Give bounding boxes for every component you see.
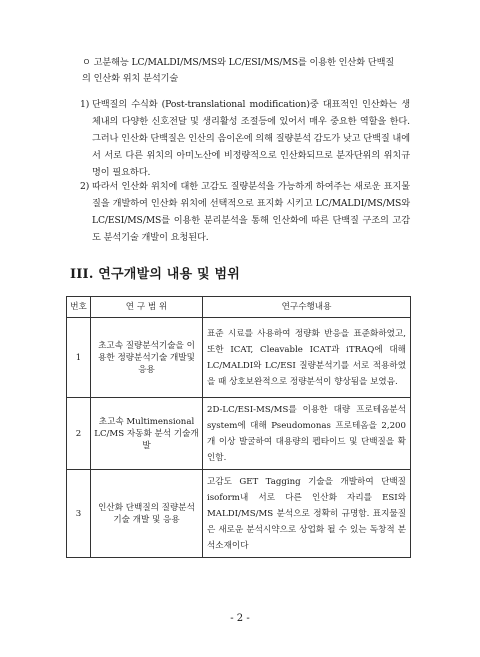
row-number: 1 bbox=[67, 318, 91, 398]
row-scope: 초고속 Multimensional LC/MS 자동화 분석 기술개발 bbox=[91, 398, 203, 470]
list-item-text: 단백질의 수식화 (Post-translational modification)중 대표적인 인산화는 생체내의 다양한 신호전달 및 생리활성 조절등에 있어서 매우 중요한 역할을 한다. 그러나 인산화 단백질은 인산의 음이온에 의해 질량분석 감도가 낮고 단백질 내에서 서로 다른 위치의 아미노산에 비정량적으로 인산화되므로 분자단위의 위치규명이 필요하다. bbox=[92, 99, 410, 178]
table-row bbox=[67, 470, 411, 558]
intro-paragraph: ㅇ 고분해능 LC/MALDI/MS/MS와 LC/ESI/MS/MS를 이용한 인산화 단백질의 인산화 위치 분석기술 bbox=[82, 57, 395, 84]
research-scope-table bbox=[66, 296, 411, 558]
list-item-2 bbox=[80, 178, 410, 246]
row-scope: 초고속 질량분석기술을 이용한 정량분석기술 개발및 응용 bbox=[91, 318, 203, 398]
table-row bbox=[67, 398, 411, 470]
row-number: 2 bbox=[67, 398, 91, 470]
list-item-1 bbox=[80, 96, 410, 181]
row-number: 3 bbox=[67, 470, 91, 558]
page-number: - 2 - bbox=[230, 613, 250, 624]
list-item-text: 따라서 인산화 위치에 대한 고감도 질량분석을 가능하게 하여주는 새로운 표지물질을 개발하여 인산화 위치에 선택적으로 표지화 시키고 LC/MALDI/MS/MS와 LC/ESI/MS/MS를 이용한 분리분석을 통해 인산화에 따른 단백질 구조의 고감도 분석기술 개발이 요청된다. bbox=[92, 181, 410, 243]
header-content: 연구수행내용 bbox=[203, 297, 411, 318]
row-content: 2D-LC/ESI-MS/MS를 이용한 대량 프로테옴분석 system에 대해 Pseudomonas 프로테옴을 2,200개 이상 발굴하여 대용량의 펩타이드 및 단백질을 확인함. bbox=[203, 398, 411, 470]
list-item-number: 2) bbox=[80, 181, 90, 192]
row-content: 고감도 GET Tagging 기술을 개발하여 단백질 isoform내 서로 다른 인산화 자리를 ESI와 MALDI/MS/MS 분석으로 정확히 규명함. 표지물질은 새로운 분석시약으로 상업화 될 수 있는 독창적 분석소재이다 bbox=[203, 470, 411, 558]
header-number: 번호 bbox=[67, 297, 91, 318]
list-item-number: 1) bbox=[80, 99, 90, 110]
row-scope: 인산화 단백질의 질량분석 기술 개발 및 응용 bbox=[91, 470, 203, 558]
table-header-row bbox=[67, 297, 411, 318]
row-content: 표준 시료를 사용하여 정량화 반응을 표준화하였고, 또한 ICAT, Cleavable ICAT과 iTRAQ에 대해 LC/MALDI와 LC/ESI 질량분석기를 서로 적용하였을 때 상호보완적으로 정량분석이 향상됨을 보였음. bbox=[203, 318, 411, 398]
section-heading: III. 연구개발의 내용 및 범위 bbox=[70, 267, 241, 282]
header-scope: 연 구 범 위 bbox=[91, 297, 203, 318]
table-row bbox=[67, 318, 411, 398]
